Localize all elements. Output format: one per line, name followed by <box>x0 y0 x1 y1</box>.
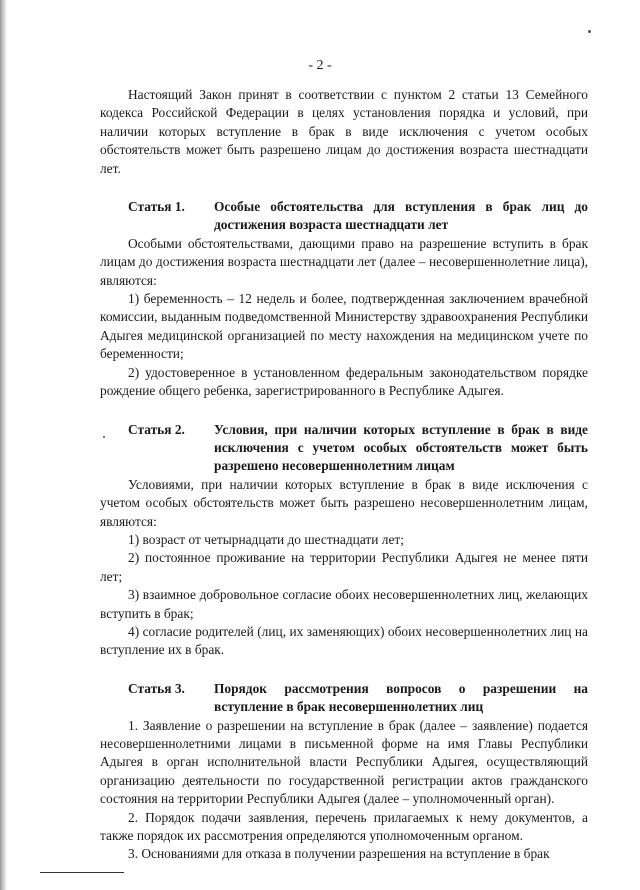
article-2 <box>100 421 588 660</box>
article-item: 2. Порядок подачи заявления, перечень прилагаемых к нему документов, а также порядок их рассмотрения определяются уполномоченным органом. <box>100 809 588 844</box>
page-edge-shadow <box>0 0 7 890</box>
document-body <box>100 86 588 864</box>
article-heading <box>100 680 588 717</box>
article-title: Особые обстоятельства для вступления в брак лиц до достижения возраста шестнадцати лет <box>214 199 588 233</box>
article-item: 1. Заявление о разрешении на вступление в брак (далее – заявление) подается несовершеннолетними лицами в письменной форме на имя Главы Республики Адыгея в орган исполнительной власти Республики Адыгея, осуществляющий организацию деятельности по государственной регистрации актов гражданского состояния на территории Республики Адыгея (далее – уполномоченный орган). <box>100 717 588 807</box>
footnote-separator <box>40 872 124 873</box>
article-lead: Особыми обстоятельствами, дающими право на разрешение вступить в брак лицам до достижения возраста шестнадцати лет (далее – несовершеннолетние лица), являются: <box>100 235 588 288</box>
article-number: Статья 3. <box>128 680 185 696</box>
article-title: Условия, при наличии которых вступление в брак в виде исключения с учетом особых обстоятельств может быть разрешено несовершеннолетним лицам <box>214 421 588 474</box>
intro-paragraph: Настоящий Закон принят в соответствии с пунктом 2 статьи 13 Семейного кодекса Российской Федерации в целях установления порядка и условий, при наличии которых вступление в брак в виде исключения с учетом особых обстоятельств может быть разрешено лицам до достижения возраста шестнадцати лет. <box>100 87 588 176</box>
article-item: 2) постоянное проживание на территории Республики Адыгея не менее пяти лет; <box>100 550 588 584</box>
article-title: Порядок рассмотрения вопросов о разрешении на вступление в брак несовершеннолетних лиц <box>214 680 588 715</box>
article-item: 1) возраст от четырнадцати до шестнадцати лет; <box>128 531 404 547</box>
article-1 <box>100 198 588 400</box>
scan-speck <box>588 30 591 33</box>
article-number: Статья 2. <box>128 421 185 437</box>
article-number: Статья 1. <box>128 199 185 215</box>
article-lead: Условиями, при наличии которых вступление в брак в виде исключения с учетом особых обстоятельств может быть разрешено несовершеннолетним лицам, являются: <box>100 476 588 529</box>
article-3 <box>100 680 588 864</box>
article-heading <box>100 421 588 476</box>
page-number: - 2 - <box>308 58 332 73</box>
article-item: 3) взаимное добровольное согласие обоих несовершеннолетних лиц, желающих вступить в брак; <box>100 587 588 621</box>
article-heading <box>100 198 588 235</box>
article-item: 3. Основаниями для отказа в получении разрешения на вступление в брак <box>128 846 550 862</box>
article-item: 2) удостоверенное в установленном федеральным законодательством порядке рождение общего ребенка, зарегистрированного в Республике Адыгея. <box>100 364 588 399</box>
article-item: 4) согласие родителей (лиц, их заменяющих) обоих несовершеннолетних лиц на вступление их в брак. <box>100 623 588 658</box>
article-item: 1) беременность – 12 недель и более, подтвержденная заключением врачебной комиссии, выданным подведомственной Министерству здравоохранения Республики Адыгея медицинской организацией по месту нахождения на медицинском учете по беременности; <box>100 291 588 362</box>
